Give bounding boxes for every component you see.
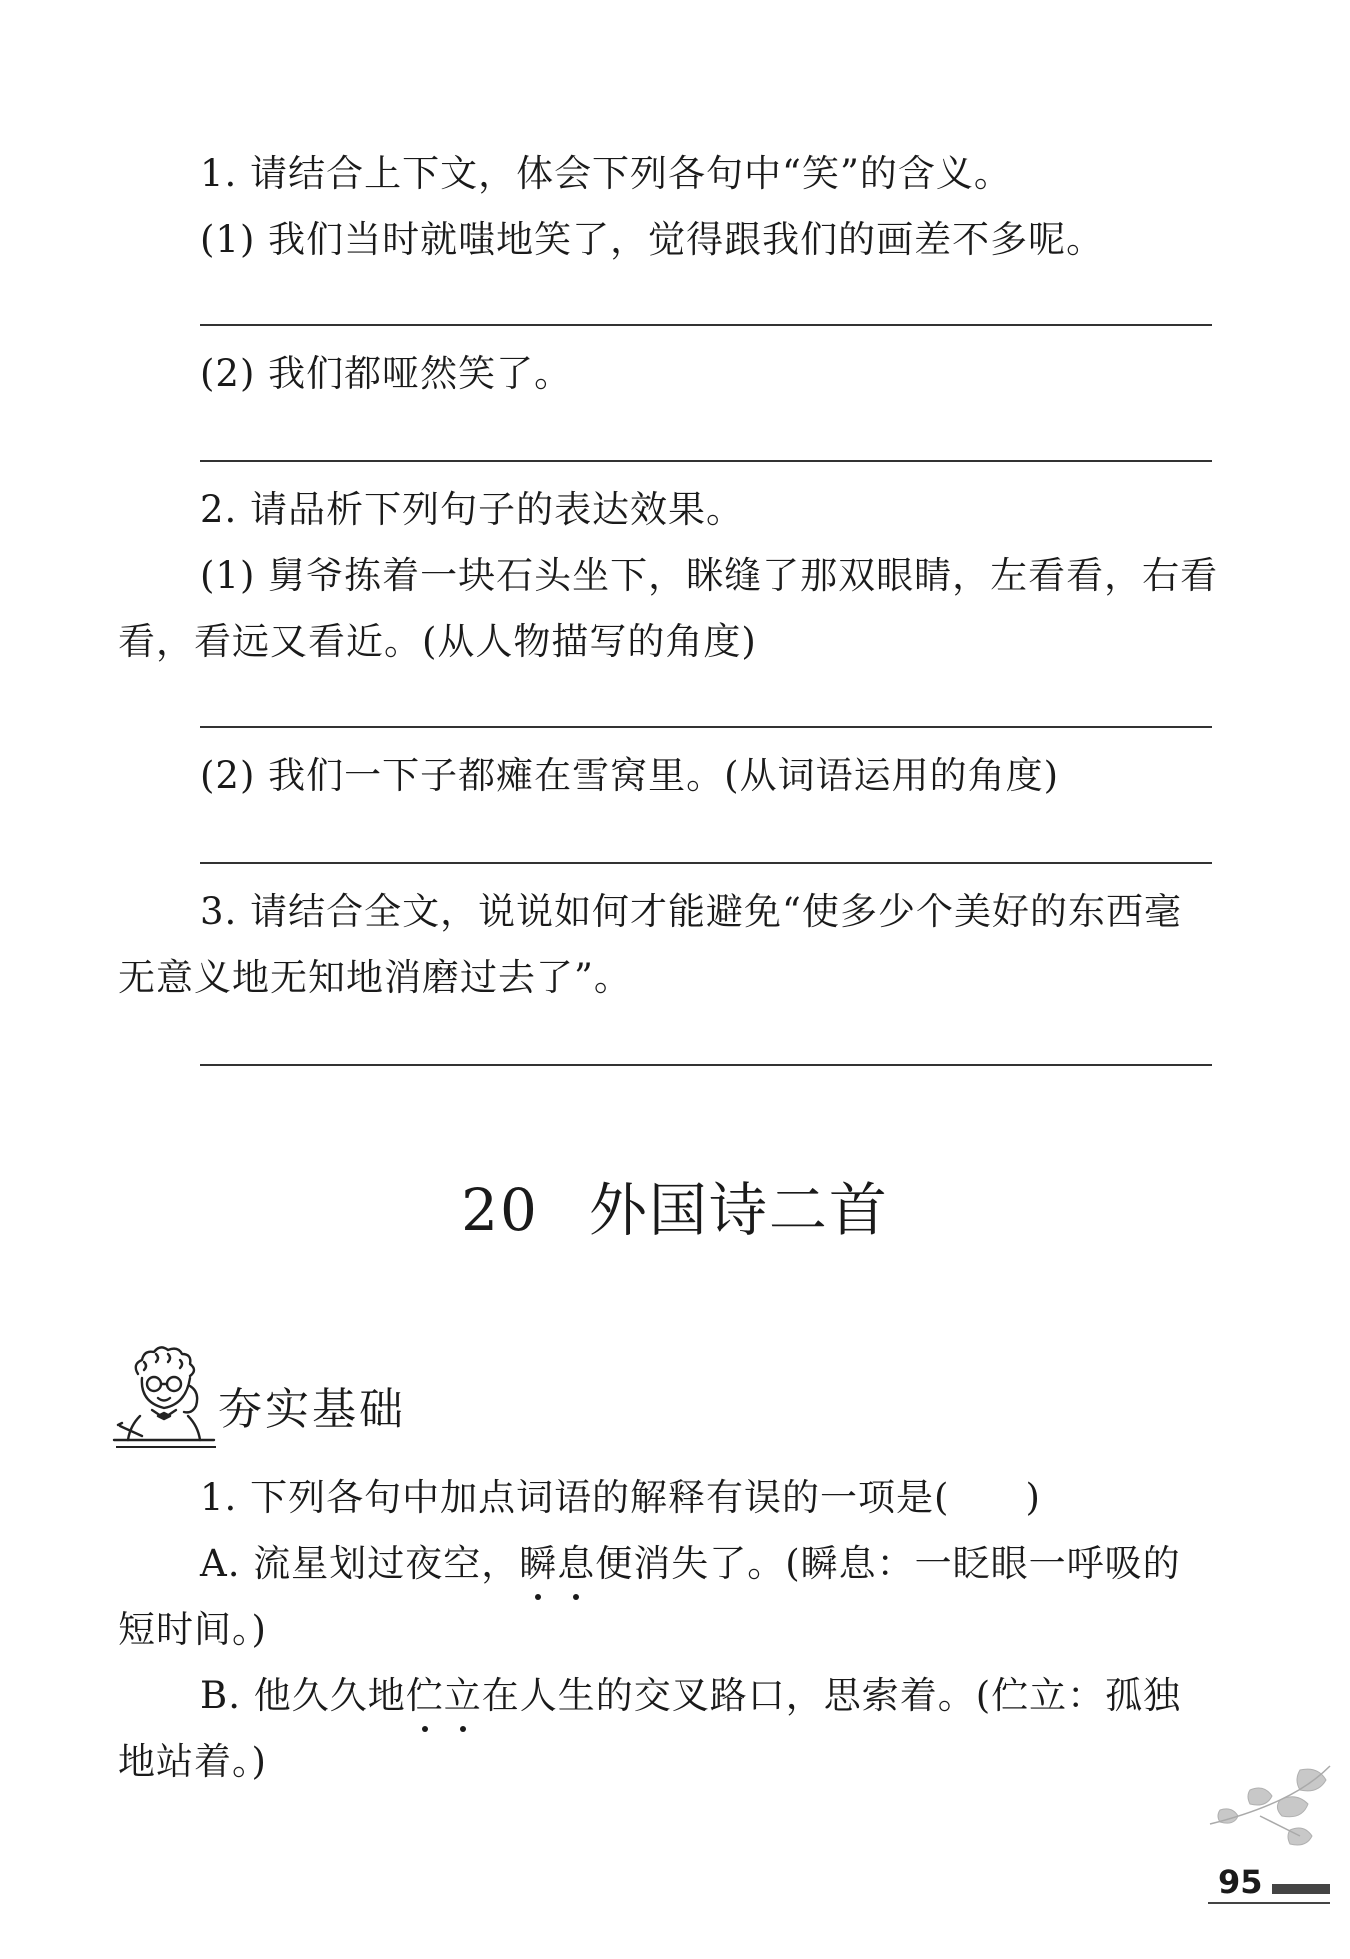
option-b-line-1 — [200, 1672, 1181, 1720]
lesson-title-text: 外国诗二首 — [588, 1176, 889, 1244]
section-heading — [110, 1340, 470, 1450]
question-2-sub-1-line-1: (1) 舅爷拣着一块石头坐下，眯缝了那双眼睛，左看看，右看 — [200, 554, 1219, 597]
question-2-sub-2: (2) 我们一下子都瘫在雪窝里。(从词语运用的角度) — [200, 754, 1060, 797]
option-b-dotted-char-1: 伫 — [406, 1672, 444, 1720]
option-b-line-2: 地站着。) — [118, 1740, 267, 1783]
option-a-line-2: 短时间。) — [118, 1608, 267, 1651]
section-label: 夯实基础 — [218, 1384, 406, 1435]
page-number-underline — [1208, 1902, 1330, 1904]
question-1-sub-1: (1) 我们当时就嗤地笑了，觉得跟我们的画差不多呢。 — [200, 218, 1105, 261]
option-b-text-post: 在人生的交叉路口，思索着。(伫立：孤独 — [481, 1674, 1182, 1717]
section-underline — [116, 1446, 216, 1448]
page-number-bar — [1272, 1884, 1330, 1894]
answer-line-3[interactable] — [200, 1064, 1212, 1066]
leaf-decoration-icon — [1190, 1760, 1340, 1870]
option-a-dotted-char-2: 息 — [557, 1540, 595, 1588]
option-b-text-pre: B. 他久久地 — [200, 1674, 406, 1717]
answer-line-2-1[interactable] — [200, 726, 1212, 728]
question-1-sub-2: (2) 我们都哑然笑了。 — [200, 352, 573, 395]
option-a-text-post: 便消失了。(瞬息：一眨眼一呼吸的 — [595, 1542, 1181, 1585]
section-question-1: 1. 下列各句中加点词语的解释有误的一项是( ) — [200, 1476, 1041, 1519]
question-2-sub-1-line-2: 看，看远又看近。(从人物描写的角度) — [118, 620, 757, 663]
question-3-line-2: 无意义地无知地消磨过去了”。 — [118, 956, 632, 999]
question-3-line-1: 3. 请结合全文，说说如何才能避免“使多少个美好的东西毫 — [200, 890, 1182, 933]
answer-line-1-2[interactable] — [200, 460, 1212, 462]
option-b-dotted-char-2: 立 — [444, 1672, 482, 1720]
question-2-prompt: 2. 请品析下列句子的表达效果。 — [200, 488, 745, 531]
option-a-text-pre: A. 流星划过夜空， — [200, 1542, 520, 1585]
option-a-dotted-char-1: 瞬 — [519, 1540, 557, 1588]
option-a-line-1 — [200, 1540, 1181, 1588]
answer-line-2-2[interactable] — [200, 862, 1212, 864]
lesson-title — [0, 1175, 1350, 1245]
lesson-number: 20 — [461, 1176, 539, 1244]
page-footer — [1190, 1760, 1340, 1910]
cartoon-student-icon — [110, 1340, 220, 1450]
question-1-prompt: 1. 请结合上下文，体会下列各句中“笑”的含义。 — [200, 152, 1012, 195]
answer-line-1-1[interactable] — [200, 324, 1212, 326]
page-number: 95 — [1218, 1863, 1263, 1901]
